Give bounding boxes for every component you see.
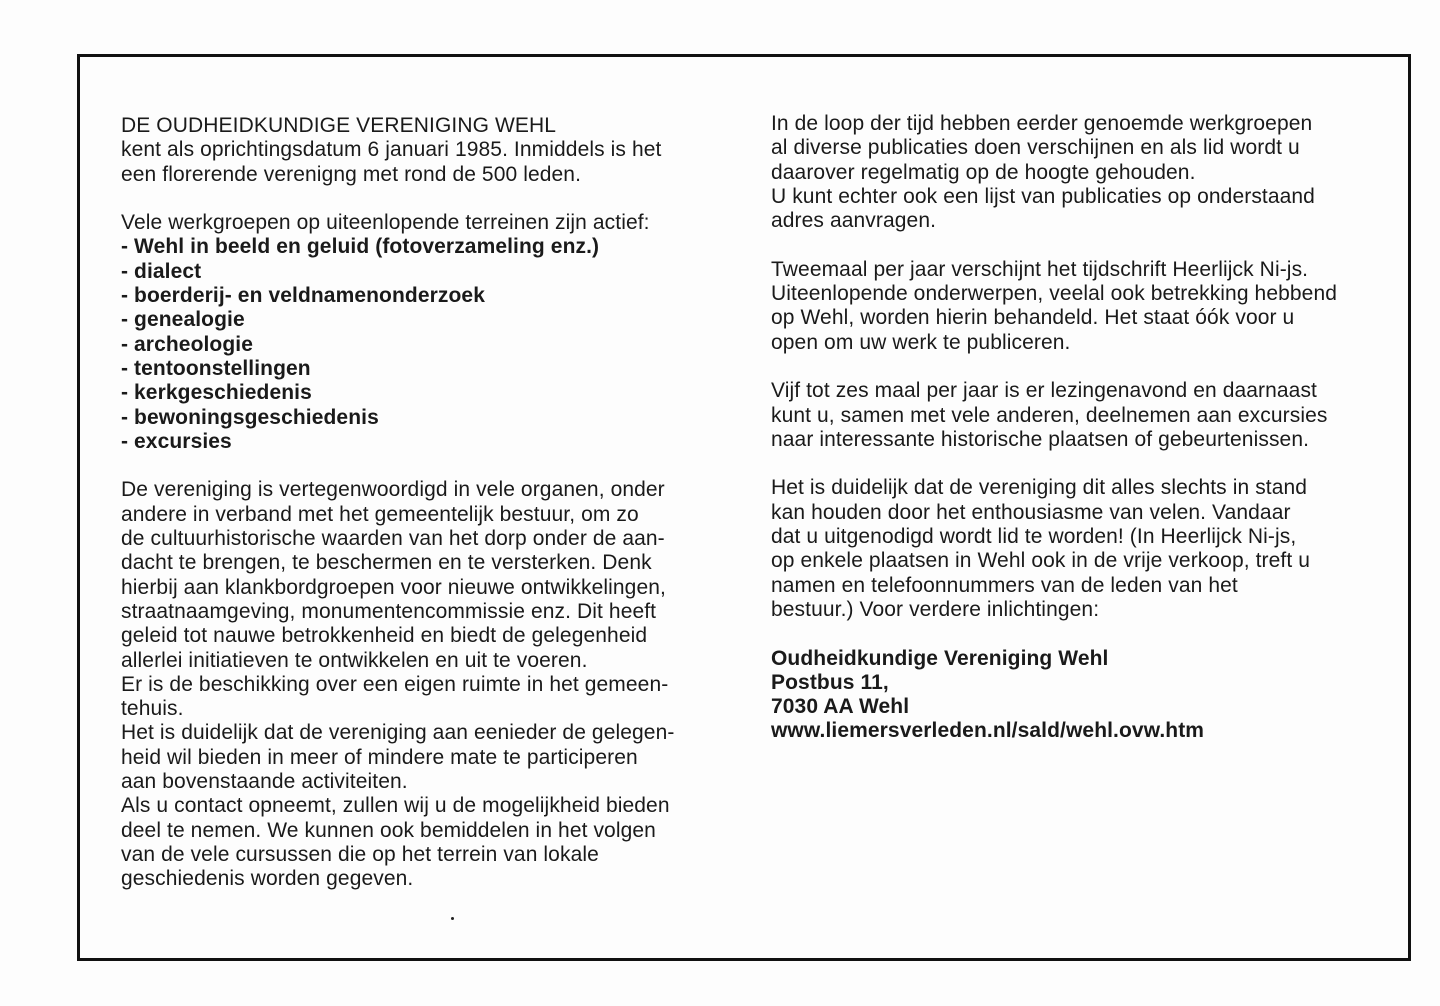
text-line: kan houden door het enthousiasme van velen. Vandaar — [771, 500, 1291, 524]
text-line: op enkele plaatsen in Wehl ook in de vrije verkoop, treft u — [771, 549, 1310, 573]
workgroup-item: - kerkgeschiedenis — [121, 381, 312, 405]
text-line: van de vele cursussen die op het terrein van lokale — [121, 842, 599, 866]
workgroups-section — [121, 211, 741, 454]
text-line: hierbij aan klankbordgroepen voor nieuwe ontwikkelingen, — [121, 575, 666, 599]
publications-paragraph — [771, 112, 1381, 233]
right-column — [771, 112, 1381, 744]
text-line: Het is duidelijk dat de vereniging dit alles slechts in stand — [771, 476, 1308, 500]
workgroup-item: - Wehl in beeld en geluid (fotoverzameling enz.) — [121, 235, 600, 259]
text-line: bestuur.) Voor verdere inlichtingen: — [771, 597, 1100, 621]
text-line: De vereniging is vertegenwoordigd in vele organen, onder — [121, 478, 665, 502]
organization-heading: DE OUDHEIDKUNDIGE VERENIGING WEHL — [121, 114, 557, 137]
contact-address — [771, 647, 1381, 744]
text-line: naar interessante historische plaatsen of gebeurtenissen. — [771, 427, 1310, 451]
workgroup-item: - dialect — [121, 259, 202, 283]
workgroups-intro: Vele werkgroepen op uiteenlopende terreinen zijn actief: — [121, 211, 650, 235]
text-line: dat u uitgenodigd wordt lid te worden! (In Heerlijck Ni-js, — [771, 525, 1297, 549]
text-line: In de loop der tijd hebben eerder genoemde werkgroepen — [771, 112, 1313, 135]
text-line: dacht te brengen, te beschermen en te versterken. Denk — [121, 551, 652, 575]
intro-paragraph — [121, 114, 741, 187]
workgroup-item: - bewoningsgeschiedenis — [121, 405, 379, 429]
text-line: Tweemaal per jaar verschijnt het tijdschrift Heerlijck Ni-js. — [771, 257, 1309, 281]
text-line: U kunt echter ook een lijst van publicaties op onderstaand — [771, 184, 1315, 208]
membership-paragraph — [771, 476, 1381, 622]
text-line: geleid tot nauwe betrokkenheid en biedt de gelegenheid — [121, 624, 648, 648]
text-line: de cultuurhistorische waarden van het dorp onder de aan- — [121, 527, 665, 551]
text-line: Het is duidelijk dat de vereniging aan eenieder de gelegen- — [121, 721, 675, 745]
text-line: open om uw werk te publiceren. — [771, 330, 1071, 354]
magazine-paragraph — [771, 258, 1381, 355]
address-postcode-city: 7030 AA Wehl — [771, 695, 910, 719]
text-line: geschiedenis worden gegeven. — [121, 867, 414, 891]
website-url: www.liemersverleden.nl/sald/wehl.ovw.htm — [771, 719, 1205, 743]
text-line: een florerende verenigng met rond de 500 leden. — [121, 162, 582, 186]
text-line: kent als oprichtingsdatum 6 januari 1985. Inmiddels is het — [121, 138, 662, 162]
text-line: allerlei initiatieven te ontwikkelen en uit te voeren. — [121, 648, 588, 672]
text-line: aan bovenstaande activiteiten. — [121, 770, 408, 794]
workgroup-item: - genealogie — [121, 308, 245, 332]
text-line: Als u contact opneemt, zullen wij u de mogelijkheid bieden — [121, 794, 670, 818]
address-postbus: Postbus 11, — [771, 670, 889, 694]
text-line: al diverse publicaties doen verschijnen en als lid wordt u — [771, 136, 1300, 160]
text-line: heid wil bieden in meer of mindere mate te participeren — [121, 745, 638, 769]
text-line: deel te nemen. We kunnen ook bemiddelen in het volgen — [121, 818, 656, 842]
left-column — [121, 114, 741, 892]
text-line: Uiteenlopende onderwerpen, veelal ook betrekking hebbend — [771, 282, 1338, 306]
text-line: adres aanvragen. — [771, 209, 937, 233]
workgroup-item: - tentoonstellingen — [121, 356, 311, 380]
workgroup-item: - boerderij- en veldnamenonderzoek — [121, 284, 485, 308]
print-speck — [451, 917, 454, 920]
text-line: namen en telefoonnummers van de leden van het — [771, 573, 1238, 597]
text-line: kunt u, samen met vele anderen, deelnemen aan excursies — [771, 403, 1328, 427]
text-line: tehuis. — [121, 697, 184, 721]
workgroup-item: - excursies — [121, 429, 232, 453]
representation-paragraph — [121, 478, 741, 891]
text-line: daarover regelmatig op de hoogte gehouden. — [771, 160, 1196, 184]
workgroup-item: - archeologie — [121, 332, 253, 356]
text-line: andere in verband met het gemeentelijk bestuur, om zo — [121, 502, 639, 526]
text-line: op Wehl, worden hierin behandeld. Het staat óók voor u — [771, 306, 1295, 330]
text-line: Vijf tot zes maal per jaar is er lezingenavond en daarnaast — [771, 379, 1317, 403]
lectures-paragraph — [771, 379, 1381, 452]
text-line: Er is de beschikking over een eigen ruimte in het gemeen- — [121, 672, 669, 696]
address-organization: Oudheidkundige Vereniging Wehl — [771, 646, 1109, 670]
text-line: straatnaamgeving, monumentencommissie enz. Dit heeft — [121, 599, 657, 623]
